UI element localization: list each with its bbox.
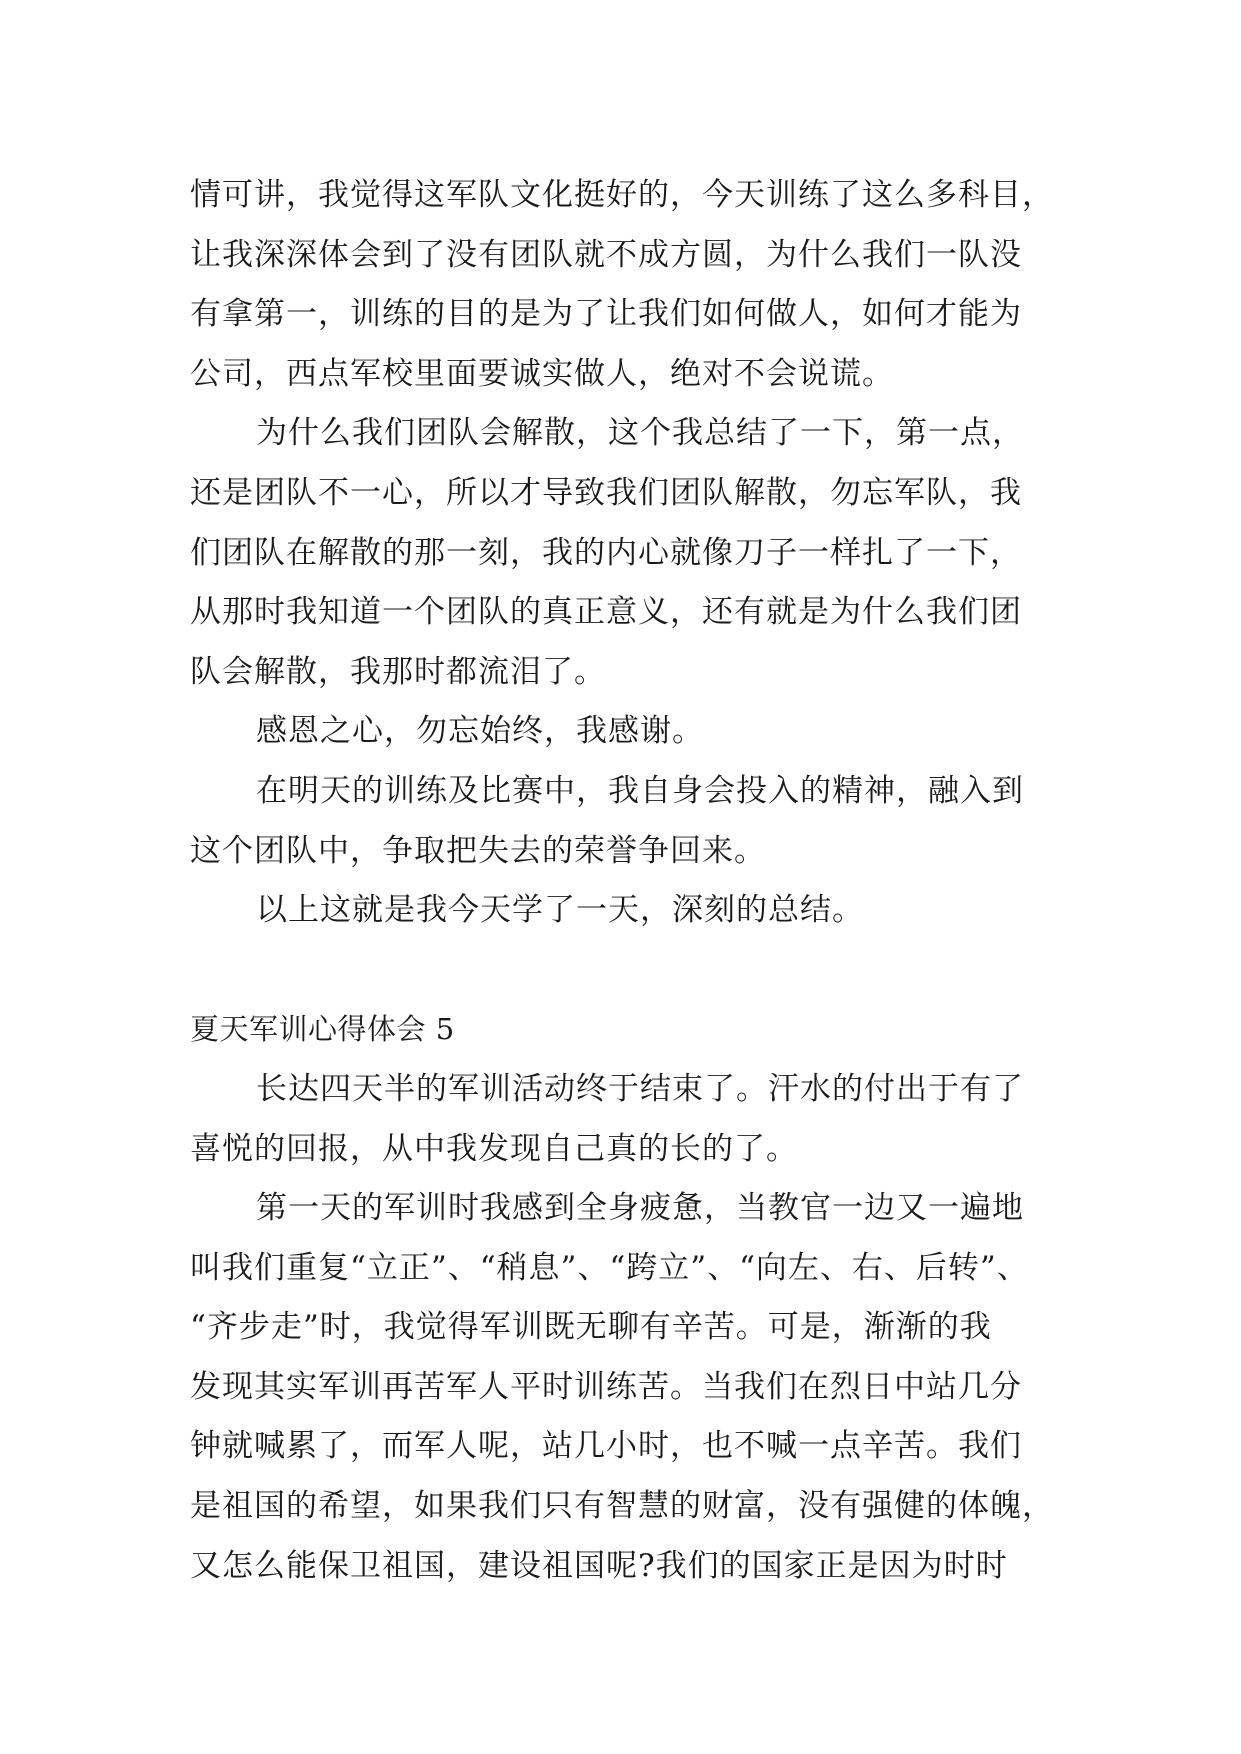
- text-line: 们团队在解散的那一刻，我的内心就像刀子一样扎了一下，: [190, 534, 1022, 571]
- text-line: 叫我们重复“立正”、“稍息”、“跨立”、“向左、右、后转”、: [190, 1249, 1029, 1286]
- text-line: 第一天的军训时我感到全身疲惫，当教官一边又一遍地: [256, 1190, 1024, 1227]
- text-line: 感恩之心，勿忘始终，我感谢。: [256, 713, 704, 750]
- paragraph: [190, 404, 1050, 702]
- text-line: 长达四天半的军训活动终于结束了。汗水的付出于有了: [256, 1070, 1024, 1107]
- text-line: 以上这就是我今天学了一天，深刻的总结。: [256, 892, 864, 929]
- text-line: 是祖国的希望，如果我们只有智慧的财富，没有强健的体魄，: [190, 1488, 1054, 1525]
- paragraph: [190, 762, 1050, 881]
- text-line: 为什么我们团队会解散，这个我总结了一下，第一点，: [256, 415, 1024, 452]
- blank-line: [190, 941, 1050, 1001]
- text-line: 让我深深体会到了没有团队就不成方圆，为什么我们一队没: [190, 236, 1022, 273]
- text-line: 还是团队不一心，所以才导致我们团队解散，勿忘军队，我: [190, 474, 1022, 511]
- text-line: 队会解散，我那时都流泪了。: [190, 653, 606, 690]
- paragraph: [190, 1179, 1054, 1596]
- text-line: 在明天的训练及比赛中，我自身会投入的精神，融入到: [256, 772, 1024, 809]
- paragraph: [190, 702, 1050, 762]
- text-line: 从那时我知道一个团队的真正意义，还有就是为什么我们团: [190, 594, 1022, 631]
- paragraph: [190, 1060, 1050, 1179]
- text-line: 钟就喊累了，而军人呢，站几小时，也不喊一点辛苦。我们: [190, 1428, 1022, 1465]
- text-line: 这个团队中，争取把失去的荣誉争回来。: [190, 832, 766, 869]
- text-line: 公司，西点军校里面要诚实做人，绝对不会说谎。: [190, 355, 894, 392]
- section-title: 夏天军训心得体会 5: [190, 1012, 455, 1047]
- paragraph: [190, 881, 1050, 941]
- document-body: [190, 166, 1054, 1596]
- paragraph-continuation: [190, 166, 1054, 404]
- text-line: 又怎么能保卫祖国，建设祖国呢?我们的国家正是因为时时: [190, 1547, 1008, 1584]
- text-line: 发现其实军训再苦军人平时训练苦。当我们在烈日中站几分: [190, 1368, 1022, 1405]
- text-line: 喜悦的回报，从中我发现自己真的长的了。: [190, 1130, 798, 1167]
- text-line: 情可讲，我觉得这军队文化挺好的，今天训练了这么多科目，: [190, 177, 1054, 213]
- text-line: 有拿第一，训练的目的是为了让我们如何做人，如何才能为: [190, 296, 1022, 333]
- text-line: “齐步走”时，我觉得军训既无聊有辛苦。可是，渐渐的我: [190, 1309, 992, 1346]
